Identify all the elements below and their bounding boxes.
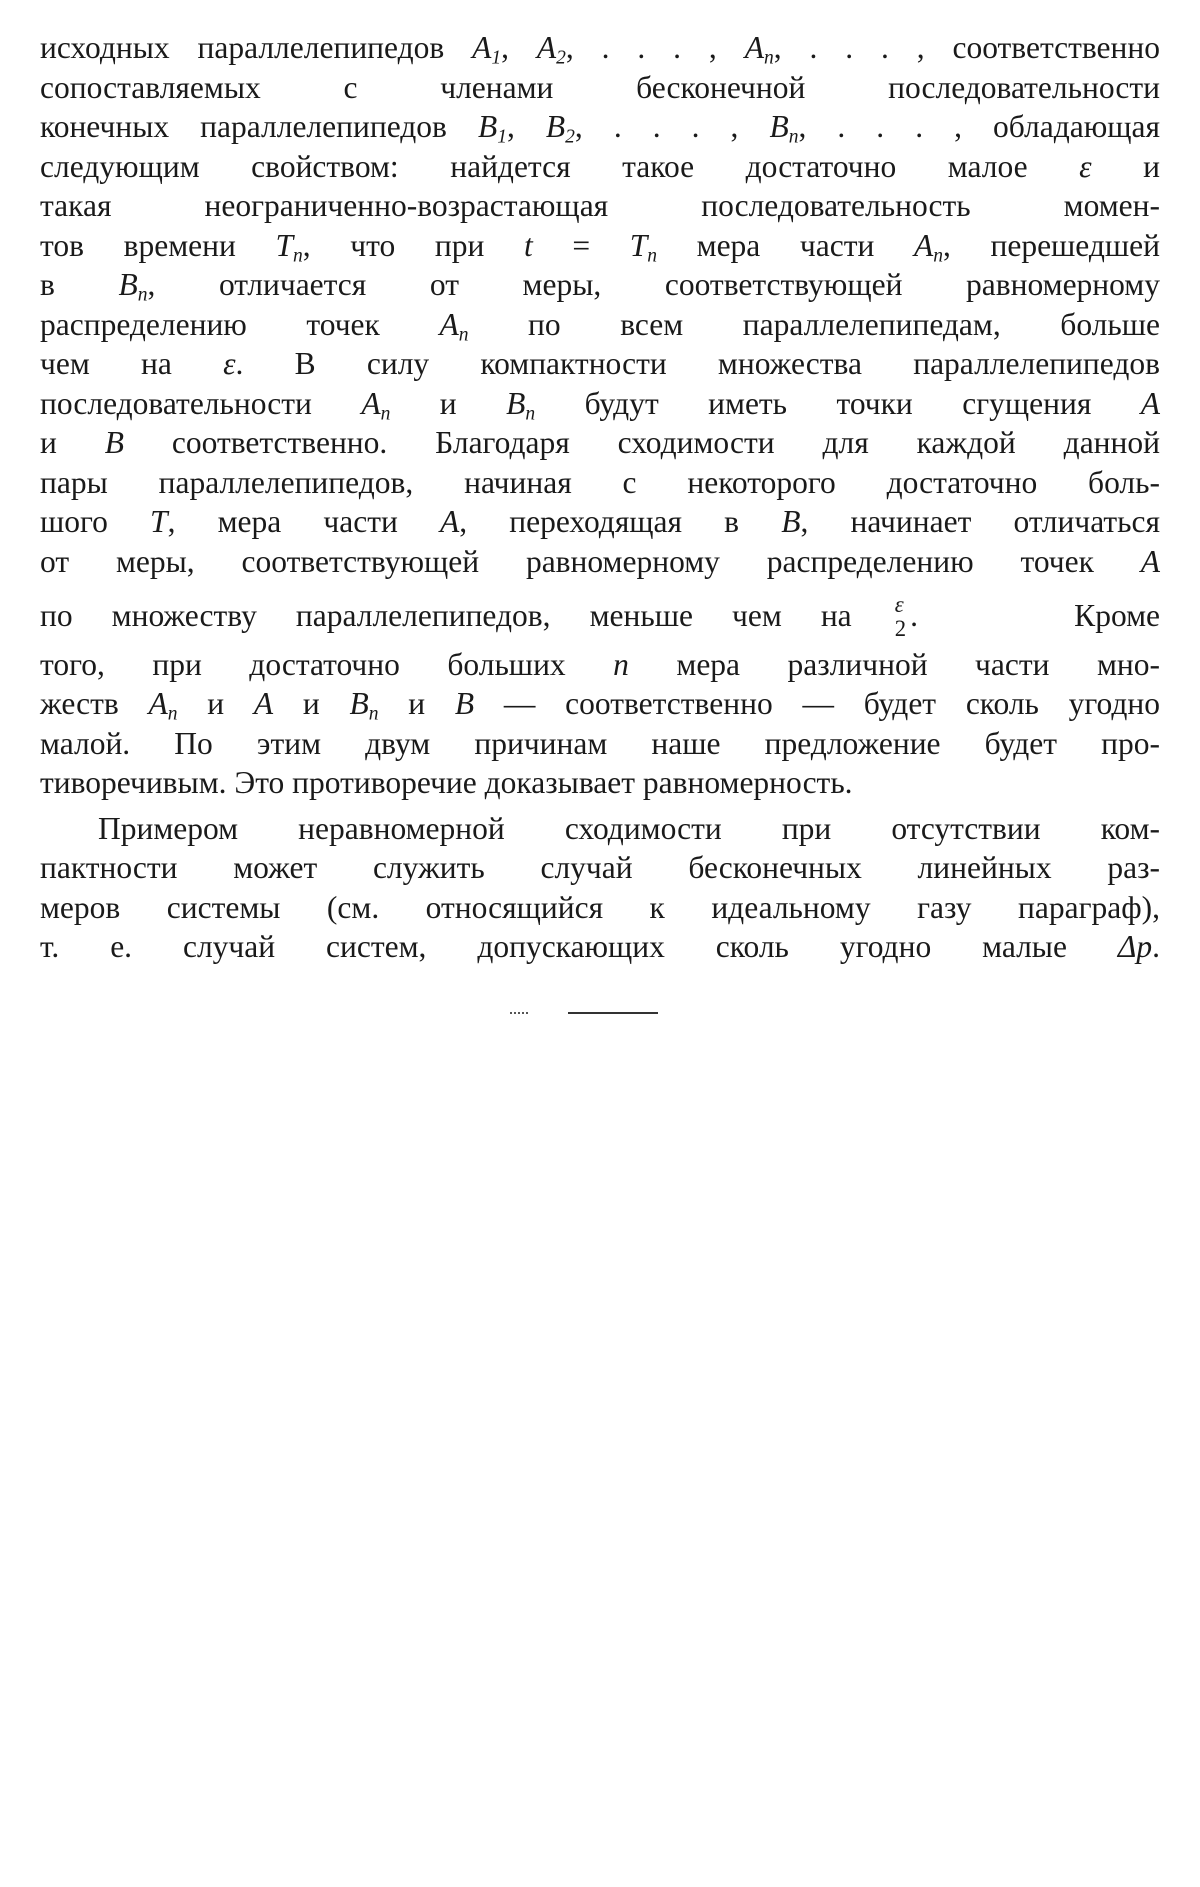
text-line: того, при достаточно больших n мера различной части мно- [40,646,1160,682]
text-line: такая неограниченно-возрастающая последовательность момен- [40,188,1160,223]
end-of-section-rule [510,1012,658,1014]
text-line: Примером неравномерной сходимости при отсутствии ком- [98,810,1160,846]
text-line: исходных параллелепипедов $A_1$, $A_2$, . . . , $A_n$, . . . , соответственно [40,30,1160,69]
fraction-epsilon-half: ε 2 [894,592,907,641]
text-line: чем на ε. В силу компактности множества параллелепипедов [40,346,1160,381]
text-line: распределению точек $A_n$ по всем параллелепипедам, больше [40,306,1160,345]
text-line: малой. По этим двум причинам наше предложение будет про- [40,725,1160,761]
text-line: в $B_n$, отличается от меры, соответствующей равномерному [40,267,1160,306]
text-line: сопоставляемых с членами бесконечной последовательности [40,69,1160,105]
page-body [40,28,1160,967]
rule-dots [510,1012,528,1014]
rule-dash [568,1012,658,1014]
text-line: жеств $A_n$ и A и $B_n$ и B — соответственно — будет сколь угодно [40,686,1161,725]
text-line: конечных параллелепипедов $B_1$, $B_2$, . . . , $B_n$, . . . , обладающая [40,109,1160,148]
text-line: пактности может служить случай бесконечных линейных раз- [40,850,1160,886]
text-line: пары параллелепипедов, начиная с некоторого достаточно боль- [40,464,1160,500]
paragraph-example [40,809,1160,967]
text-line: шого T, мера части A, переходящая в B, начинает отличаться [40,504,1160,539]
text-line: последовательности $A_n$ и $B_n$ будут иметь точки сгущения A [40,385,1161,424]
text-line: меров системы (см. относящийся к идеальному газу параграф), [40,889,1160,925]
text-line: тиворечивым. Это противоречие доказывает равномерность. [40,765,853,801]
text-line: от меры, соответствующей равномерному распределению точек A [40,543,1160,579]
text-line: т. е. случай систем, допускающих сколь угодно малые Δp. [40,929,1160,965]
text-line: следующим свойством: найдется такое достаточно малое ε и [40,148,1160,184]
text-line: по множеству параллелепипедов, меньше чем на ε 2 . Кроме [40,592,1161,641]
paragraph-proof [40,28,1160,803]
text-line: тов времени $T_n$, что при $t = T_n$ мера части $A_n$, перешедшей [40,227,1160,266]
text-line: и B соответственно. Благодаря сходимости для каждой данной [40,425,1160,460]
